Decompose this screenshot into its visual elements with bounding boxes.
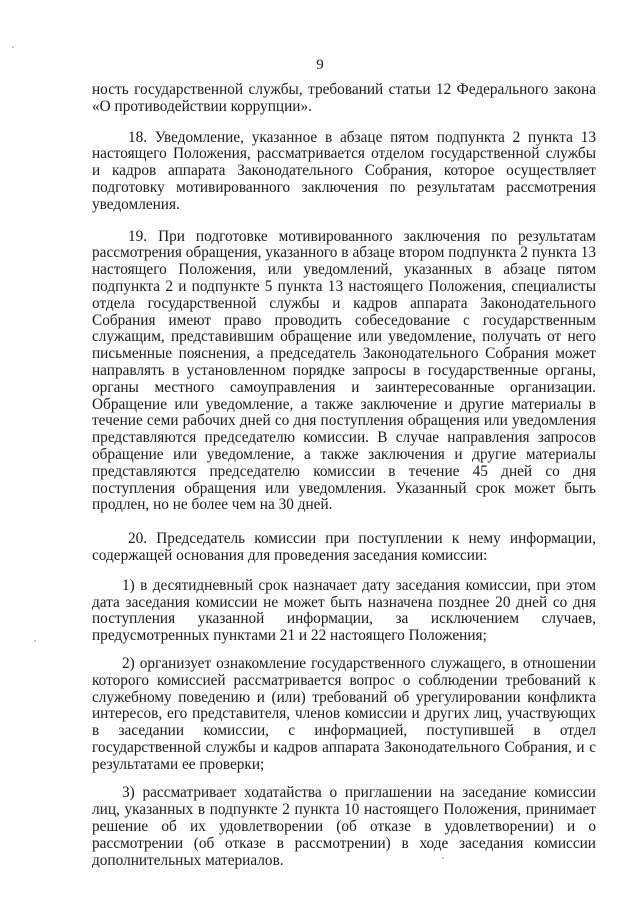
page-number: 9 [316,57,324,73]
paragraph-continuation: ность государственной службы, требований статьи 12 Федерального закона «О противодействии коррупции». [92,81,596,115]
paragraph-18: 18. Уведомление, указанное в абзаце пятом подпункта 2 пункта 13 настоящего Положения, рассматривается отделом государственной службы и кадров аппарата Законодательного Собрания, которое осуществляет подготовку мотивированного заключения по результатам рассмотрения уведомления. [92,128,596,213]
scan-speck [442,857,444,859]
paragraph-19: 19. При подготовке мотивированного заключения по результатам рассмотрения обращения, указанного в абзаце втором подпункта 2 пункта 13 настоящего Положения, или уведомлений, указанных в абзаце пятом подпункта 2 и подпункте 5 пункта 13 настоящего Положения, специалисты отдела государственной службы и кадров аппарата Законодательного Собрания имеют право проводить собеседование с государственным служащим, представившим обращение или уведомление, получать от него письменные пояснения, а председатель Законодательного Собрания может направлять в установленном порядке запросы в государственные органы, органы местного самоуправления и заинтересованные организации. Обращение или уведомление, а также заключение и другие материалы в течение семи рабочих дней со дня поступления обращения или уведомления представляются председателю комиссии. В случае направления запросов обращение или уведомление, а также заключения и другие материалы представляются председателю комиссии в течение 45 дней со дня поступления обращения или уведомления. Указанный срок может быть продлен, но не более чем на 30 дней. [92,227,596,514]
paragraph-20: 20. Председатель комиссии при поступлении к нему информации, содержащей основания для проведения заседания комиссии: [92,530,596,564]
subparagraph-3: 3) рассматривает ходатайства о приглашении на заседание комиссии лиц, указанных в подпункте 2 пункта 10 настоящего Положения, принимает решение об их удовлетворении (об отказе в удовлетворении) и о рассмотрении (об отказе в рассмотрении) в ходе заседания комиссии дополнительных материалов. [92,784,596,869]
subparagraph-2: 2) организует ознакомление государственного служащего, в отношении которого комиссией рассматривается вопрос о соблюдении требований к служебному поведению и (или) требований об урегулировании конфликта интересов, его представителя, членов комиссии и других лиц, участвующих в заседании комиссии, с информацией, поступившей в отдел государственной службы и кадров аппарата Законодательного Собрания, и с результатами ее проверки; [92,654,596,773]
scan-speck [12,46,14,48]
document-body [92,82,596,879]
scan-speck [34,640,36,642]
subparagraph-1: 1) в десятидневный срок назначает дату заседания комиссии, при этом дата заседания комиссии не может быть назначена позднее 20 дней со дня поступления указанной информации, за исключением случаев, предусмотренных пунктами 21 и 22 настоящего Положения; [92,576,596,645]
